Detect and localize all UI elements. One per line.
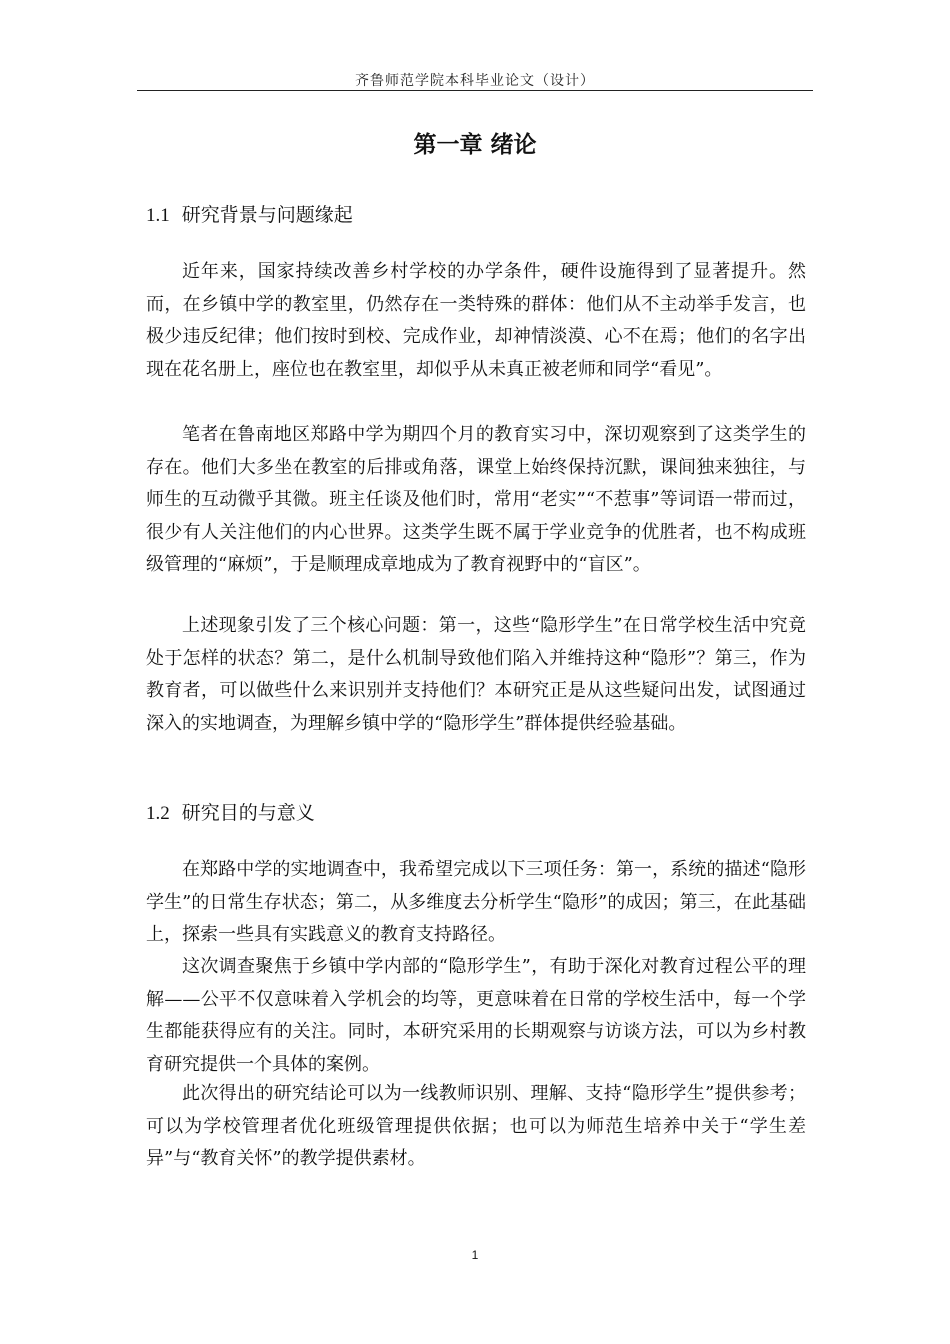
section-title: 研究目的与意义 <box>181 802 315 824</box>
section-number: 1.2 <box>146 803 170 824</box>
section-number: 1.1 <box>146 205 170 226</box>
section-heading-1-1 <box>146 200 353 227</box>
paragraph: 在郑路中学的实地调查中，我希望完成以下三项任务：第一，系统的描述“隐形学生”的日常生存状态；第二，从多维度去分析学生“隐形”的成因；第三，在此基础上，探索一些具有实践意义的教育支持路径。 <box>146 859 806 946</box>
page-number: 1 <box>471 1248 479 1262</box>
section-heading-1-2 <box>146 798 315 825</box>
paragraph: 上述现象引发了三个核心问题：第一，这些“隐形学生”在日常学校生活中究竟处于怎样的状态？第二，是什么机制导致他们陷入并维持这种“隐形”？第三，作为教育者，可以做些什么来识别并支持他们？本研究正是从这些疑问出发，试图通过深入的实地调查，为理解乡镇中学的“隐形学生”群体提供经验基础。 <box>146 615 806 734</box>
paragraph: 近年来，国家持续改善乡村学校的办学条件，硬件设施得到了显著提升。然而，在乡镇中学的教室里，仍然存在一类特殊的群体：他们从不主动举手发言，也极少违反纪律；他们按时到校、完成作业，却神情淡漠、心不在焉；他们的名字出现在花名册上，座位也在教室里，却似乎从未真正被老师和同学“看见”。 <box>146 261 806 380</box>
paragraph: 笔者在鲁南地区郑路中学为期四个月的教育实习中，深切观察到了这类学生的存在。他们大多坐在教室的后排或角落，课堂上始终保持沉默，课间独来独往，与师生的互动微乎其微。班主任谈及他们时，常用“老实”“不惹事”等词语一带而过，很少有人关注他们的内心世界。这类学生既不属于学业竞争的优胜者，也不构成班级管理的“麻烦”，于是顺理成章地成为了教育视野中的“盲区”。 <box>146 424 806 576</box>
paragraph: 这次调查聚焦于乡镇中学内部的“隐形学生”，有助于深化对教育过程公平的理解——公平不仅意味着入学机会的均等，更意味着在日常的学校生活中，每一个学生都能获得应有的关注。同时，本研究采用的长期观察与访谈方法，可以为乡村教育研究提供一个具体的案例。 <box>146 956 806 1075</box>
section-title: 研究背景与问题缘起 <box>181 204 353 226</box>
paragraph: 此次得出的研究结论可以为一线教师识别、理解、支持“隐形学生”提供参考；可以为学校管理者优化班级管理提供依据；也可以为师范生培养中关于“学生差异”与“教育关怀”的教学提供素材。 <box>146 1083 806 1170</box>
header-divider <box>137 90 813 91</box>
chapter-title: 第一章 绪论 <box>413 132 537 158</box>
header-title: 齐鲁师范学院本科毕业论文（设计） <box>355 73 595 89</box>
